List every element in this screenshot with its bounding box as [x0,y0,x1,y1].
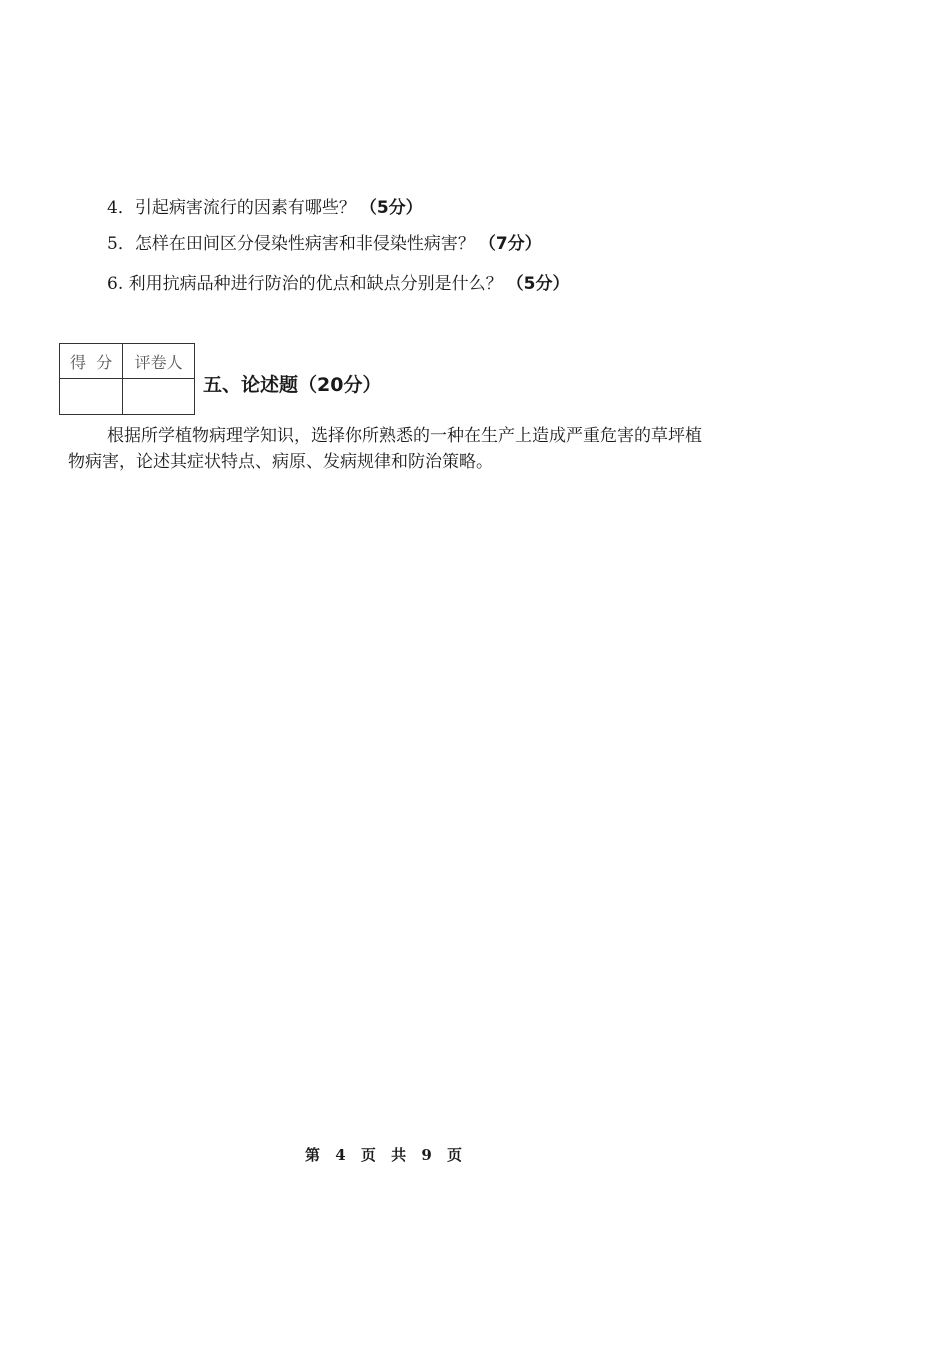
question-5 [107,233,542,255]
question-4-text: 4．引起病害流行的因素有哪些？ [107,198,356,218]
page-footer: 第 4 页 共 9 页 [305,1146,465,1164]
question-4-points: （5分） [359,198,423,218]
question-5-points: （7分） [478,234,542,254]
question-6-text: 6. 利用抗病品种进行防治的优点和缺点分别是什么？ [107,274,503,294]
score-label: 得 分 [60,344,123,379]
question-4 [107,197,423,219]
score-grader-table [59,343,195,415]
grader-label: 评卷人 [123,344,195,379]
question-6 [107,273,569,295]
score-cell[interactable] [60,379,123,415]
essay-question: 根据所学植物病理学知识，选择你所熟悉的一种在生产上造成严重危害的草坪植物病害，论述其症状特点、病原、发病规律和防治策略。 [68,426,702,472]
section-title: 五、论述题（20分） [203,374,382,396]
grader-cell[interactable] [123,379,195,415]
question-6-points: （5分） [506,274,570,294]
question-5-text: 5．怎样在田间区分侵染性病害和非侵染性病害？ [107,234,475,254]
